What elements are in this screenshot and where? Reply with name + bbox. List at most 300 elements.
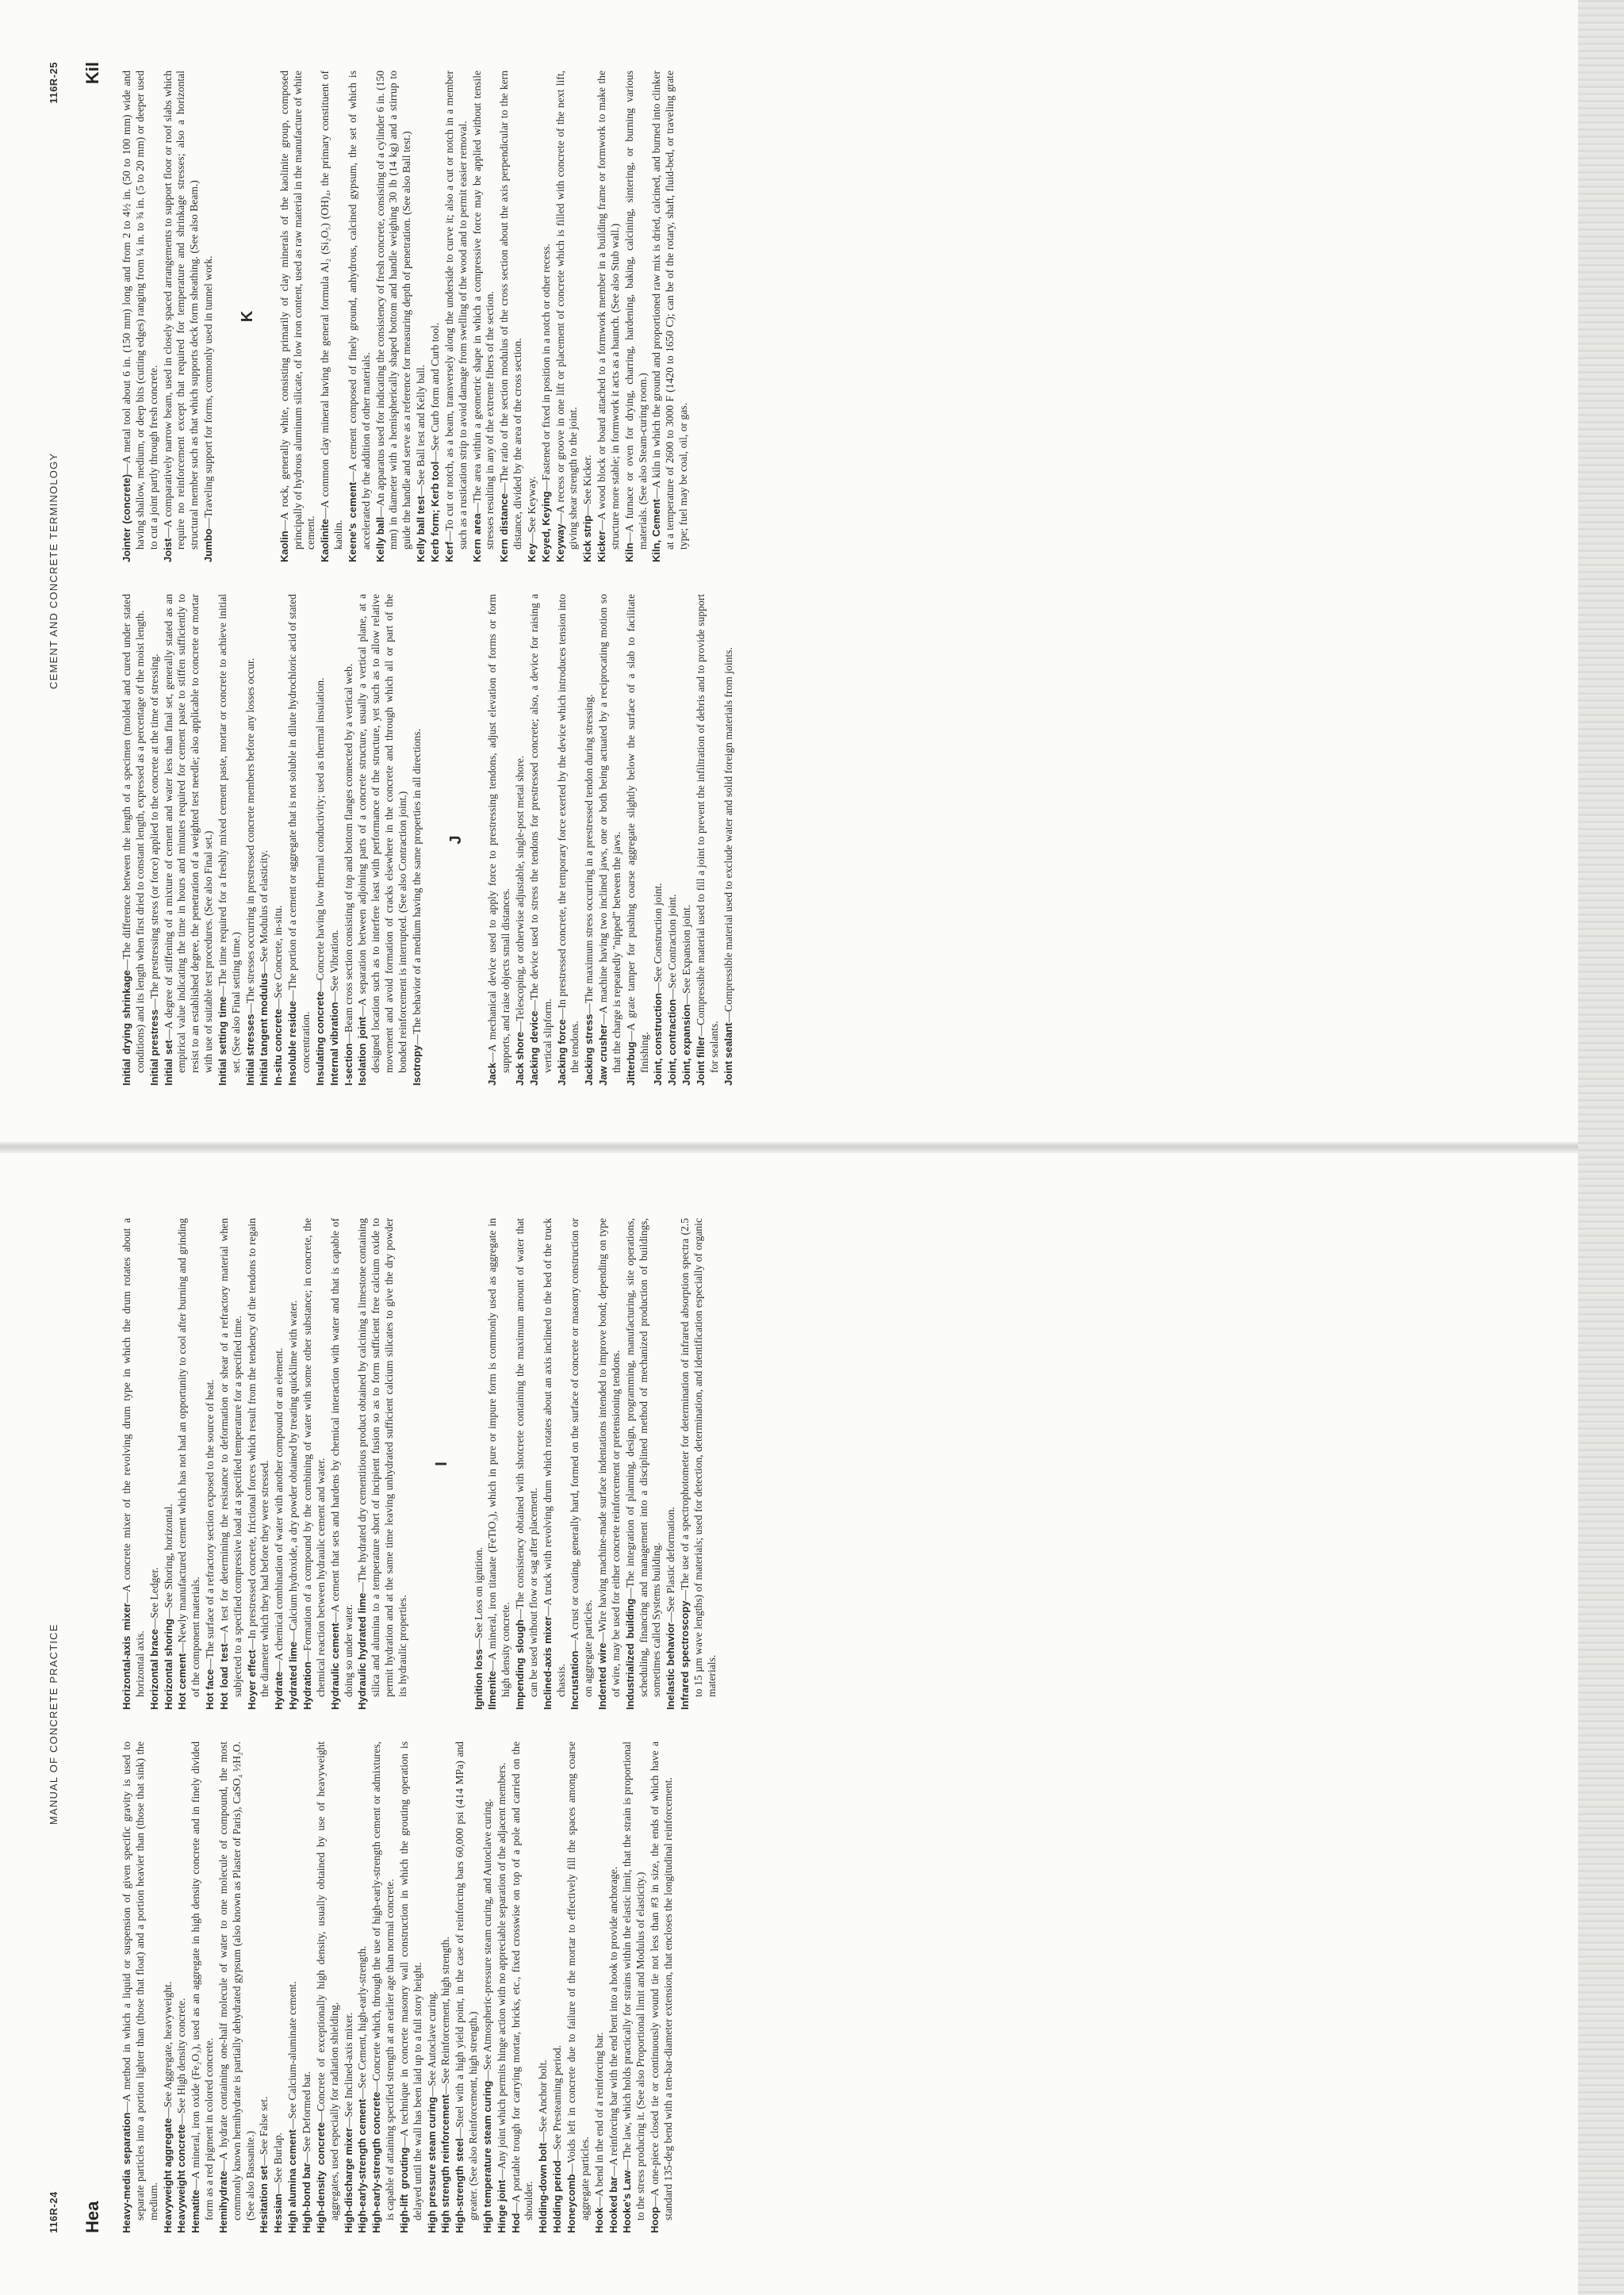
entry-dash: —: [121, 463, 132, 474]
entry-term: High-strength steel: [454, 2138, 466, 2233]
entry-term: Kicker: [596, 531, 608, 562]
entry-definition: A truck with revolving drum which rotates about an axis inclined to the bed of the truck chassis.: [541, 1218, 567, 1697]
entry-term: Hooked bar: [607, 2176, 619, 2233]
entry-definition: A concrete mixer of the revolving drum type in which the drum rotates about a horizontal axis.: [121, 1218, 146, 1697]
entry-term: High-density concrete: [314, 2122, 327, 2233]
entry-term: Hydraulic cement: [328, 1623, 341, 1710]
entry-definition: A reinforcing bar with the end bent into a hook to provide anchorage.: [607, 1866, 619, 2166]
glossary-entry: [356, 1741, 370, 2233]
glossary-entry: [597, 594, 624, 1086]
entry-dash: —: [278, 519, 290, 531]
entry-dash: —: [356, 2088, 369, 2099]
entry-dash: —: [498, 482, 511, 493]
entry-term: Inclined-axis mixer: [541, 1616, 553, 1710]
entry-term: High-discharge mixer: [342, 2128, 354, 2233]
entry-dash: —: [216, 2159, 229, 2171]
glossary-entry: [286, 1741, 300, 2233]
entry-definition: See Ledger.: [147, 1567, 160, 1619]
glossary-entry: [625, 594, 652, 1086]
entry-term: Initial setting time: [216, 996, 228, 1086]
entry-dash: —: [313, 980, 326, 991]
entry-definition: The behavior of a medium having the same properties in all directions.: [410, 729, 423, 1035]
entry-definition: A technique in concrete masonry wall construction in which the grouting operation is delayed until the wall has been laid up to a full story height.: [397, 1741, 423, 2220]
glossary-entry: [328, 594, 342, 1086]
entry-definition: See Shoring, horizontal.: [162, 1504, 174, 1608]
entry-definition: Any joint which permits hinge action with no appreciable separation of the adjacent members.: [495, 1762, 508, 2170]
entry-dash: —: [121, 2102, 132, 2113]
entry-definition: See Atmospheric-pressure steam curing, and Autoclave curing.: [481, 1799, 493, 2071]
entry-definition: See Ball test and Kelly ball.: [415, 364, 427, 485]
entry-definition: The law, which holds practically for strains within the elastic limit, that the strain is proportional to the stress producing it. (See also Proportional limit and Modulus of elasticity.): [621, 1741, 647, 2220]
entry-term: Hesitation set: [258, 2165, 270, 2233]
entry-dash: —: [328, 1611, 341, 1623]
entry-term: Kelly ball: [373, 516, 386, 562]
glossary-entry: [429, 71, 442, 562]
entry-dash: —: [273, 1660, 285, 1672]
entry-term: Jack: [486, 1063, 499, 1086]
entry-definition: See Burlap.: [272, 2132, 285, 2183]
glossary-entry: [526, 71, 539, 562]
glossary-entry: [665, 1218, 678, 1710]
entry-term: Keyed, Keying: [539, 491, 552, 562]
glossary-entry: [649, 1741, 676, 2233]
glossary-entry: [301, 1741, 314, 2233]
entry-term: Jumbo: [202, 528, 215, 562]
entry-definition: Newly manufactured cement which has not had an opportunity to cool after burning and grinding of the component materials.: [176, 1218, 202, 1697]
entry-definition: Compressible material used to exclude water and solid foreign materials from joints.: [722, 647, 734, 1012]
glossary-entry: [454, 1741, 481, 2233]
section-letter: I: [432, 1462, 450, 1466]
entry-definition: A crust or coating, generally hard, formed on the surface of concrete or masonry construction or on aggregate particles.: [569, 1218, 595, 1697]
entry-term: Indented wire: [596, 1642, 609, 1710]
entry-term: Joint sealant: [722, 1022, 734, 1086]
entry-dash: —: [202, 517, 215, 529]
glossary-entry: [569, 1218, 596, 1710]
entry-definition: A bend in the end of a reinforcing bar.: [592, 2032, 605, 2197]
entry-definition: See Cement, high-early-strength.: [356, 1945, 369, 2089]
entry-term: Hydrated lime: [287, 1642, 300, 1710]
entry-definition: The use of a spectrophotometer for determination of infrared absorption spectra (2.5 to 15 µm wave lengths) of materials; used for detection, determination, and identification especially of organic materials.: [679, 1218, 718, 1697]
entry-term: Jacking force: [555, 1019, 568, 1086]
glossary-entry: [121, 594, 147, 1086]
entry-definition: See Modulus of elasticity.: [258, 850, 270, 963]
glossary-entry: [162, 71, 202, 562]
entry-definition: See Expansion joint.: [680, 904, 693, 994]
entry-dash: —: [551, 2149, 564, 2161]
entry-dash: —: [342, 1032, 354, 1044]
entry-definition: A test for determining the resistance to deformation or shear of a refractory material when subjected to a specified compressive load at a specified temperature for a specified time.: [217, 1218, 243, 1697]
entry-definition: See Inclined-axis mixer.: [342, 2012, 354, 2117]
entry-dash: —: [370, 2081, 383, 2092]
entry-dash: —: [527, 1000, 540, 1011]
glossary-entry: [415, 71, 428, 562]
entry-definition: See Reinforcement, high strength.: [439, 1937, 452, 2084]
entry-definition: Calcium hydroxide, a dry powder obtained by treating quicklime with water.: [287, 1300, 300, 1631]
entry-term: Initial set: [162, 1040, 174, 1086]
glossary-entry: [471, 71, 498, 562]
left-page-number: 116R-24: [48, 2191, 59, 2233]
entry-dash: —: [555, 1008, 568, 1020]
entry-definition: See High density concrete.: [175, 1998, 188, 2114]
entry-dash: —: [454, 2127, 466, 2139]
entry-definition: A method in which a liquid or suspension of given specific gravity is used to separate particles into a portion lighter than (those that float) and a portion heavier than (those that sink) the medium.: [121, 1741, 159, 2220]
left-column-2: [121, 1218, 720, 1710]
glossary-entry: [217, 1741, 258, 2233]
entry-term: Hinge joint: [495, 2179, 508, 2233]
left-page: [0, 1148, 1624, 2295]
entry-definition: A chemical combination of water with another compound or an element.: [273, 1347, 285, 1661]
entry-definition: A mineral, iron oxide (Fe₂O₃), used as an aggregate in high density concrete and in finely divided form as a red pigment in colored concrete.: [190, 1741, 216, 2220]
glossary-entry: [202, 71, 216, 562]
glossary-entry: [621, 1741, 648, 2233]
entry-dash: —: [287, 1630, 300, 1642]
entry-definition: See Autoclave curing.: [425, 1990, 438, 2086]
glossary-entry: [443, 71, 470, 562]
glossary-entry: [343, 594, 356, 1086]
entry-definition: The stresses occurring in prestressed concrete members before any losses occur.: [243, 657, 256, 1004]
entry-term: Heavyweight concrete: [175, 2124, 188, 2233]
entry-definition: A rock, generally white, consisting primarily of clay minerals of the kaolinite group, composed principally of hydrous aluminum silicate, of low iron content, used as raw material in the manufacture of white cement.: [278, 71, 317, 550]
entry-definition: A grate tamper for pushing coarse aggregate slightly below the surface of a slab to facilitate finishing.: [624, 594, 650, 1073]
entry-definition: In prestressed concrete, the temporary force exerted by the device which introduces tension into the tendons.: [555, 594, 581, 1073]
glossary-entry: [162, 1741, 175, 2233]
entry-dash: —: [301, 1650, 313, 1662]
entry-definition: The prestressing stress (or force) applied to the concrete at the time of stressing.: [147, 653, 160, 999]
entry-dash: —: [553, 512, 566, 524]
glossary-entry: [398, 1741, 425, 2233]
glossary-entry: [121, 1218, 147, 1710]
entry-term: Heavyweight aggregate: [161, 2117, 174, 2233]
entry-term: Insoluble residue: [286, 1001, 299, 1086]
glossary-entry: [314, 594, 327, 1086]
right-guide-word: Kil: [82, 62, 102, 85]
entry-term: Kiln, Cement: [650, 499, 663, 562]
entry-definition: An apparatus used for indicating the consistency of fresh concrete, consisting of a cylinder 6 in. (150 mm) in diameter with a hemispherically shaped bottom and handle weighing 30 lb (14 kg) and a stirrup to guide the handle and serve as a reference for measuring depth of penetration. (See also Ball test.): [373, 70, 413, 550]
glossary-entry: [486, 594, 513, 1086]
glossary-entry: [258, 1741, 271, 2233]
entry-term: Kerf: [442, 541, 455, 562]
glossary-entry: [473, 1218, 486, 1710]
glossary-entry: [286, 594, 313, 1086]
entry-term: Hemihydrate: [216, 2170, 229, 2233]
entry-dash: —: [470, 502, 483, 514]
glossary-entry: [258, 594, 271, 1086]
entry-dash: —: [147, 998, 160, 1010]
entry-dash: —: [486, 1052, 499, 1063]
entry-dash: —: [272, 998, 285, 1010]
entry-dash: —: [373, 506, 386, 517]
entry-term: Hessian: [272, 2193, 285, 2233]
glossary-entry: [426, 1741, 439, 2233]
entry-term: Infrared spectroscopy: [679, 1600, 691, 1710]
entry-dash: —: [342, 2117, 354, 2128]
entry-definition: A cement composed of finely ground, anhydrous, calcined gypsum, the set of which is accelerated by the addition of other materials.: [346, 71, 372, 550]
entry-term: High-early-strength concrete: [370, 2091, 383, 2233]
glossary-entry: [411, 594, 424, 1086]
glossary-entry: [356, 1218, 409, 1710]
entry-dash: —: [679, 1589, 691, 1601]
entry-definition: Concrete having low thermal conductivity; used as thermal insulation.: [313, 677, 326, 981]
entry-term: Inelastic behavior: [665, 1623, 677, 1710]
entry-definition: The hydrated dry cementitious product obtained by calcining a limestone containing silica and alumina to a temperature short of incipient fusion so as to form sufficient free calcium oxide to permit hydration and at the same time leaving unhydrated sufficient calcium silicates to give the dry powder its hydraulic properties.: [356, 1218, 408, 1697]
entry-definition: A recess or groove in one lift or placement of concrete which is filled with concrete of the next lift, giving shear strength to the joint.: [553, 71, 580, 550]
glossary-entry: [273, 1218, 286, 1710]
entry-definition: A separation between adjoining parts of a concrete structure, usually a vertical plane, at a designed location such as to interfere least with performance of the structure, yet such as to allow relative movement and avoid formation of cracks elsewhere in the concrete and through which all or part of the bonded reinforcement is interrupted. (See also Contraction joint.): [356, 594, 408, 1073]
entry-dash: —: [121, 1592, 132, 1603]
entry-definition: In prestressed concrete, frictional forces which result from the tendency of the tendons to regain the diameter which they had before they were stressed.: [245, 1218, 271, 1697]
glossary-entry: [272, 1741, 285, 2233]
entry-definition: See Keyway.: [525, 476, 538, 533]
entry-definition: Formation of a compound by the combining of water with some other substance; in concrete, the chemical reaction between hydraulic cement and water.: [301, 1218, 327, 1697]
entry-dash: —: [397, 2136, 410, 2147]
entry-dash: —: [583, 1003, 596, 1014]
entry-definition: A comparatively narrow beam, used in closely spaced arrangements to support floor or roof slabs which require no reinforcement except that required for temperature and shrinkage stresses; also a horizontal structural member such as that which supports deck form sheathing. (See also Beam.): [161, 71, 201, 550]
entry-dash: —: [680, 993, 693, 1005]
glossary-entry: [624, 1218, 665, 1710]
entry-definition: A cement that sets and hardens by chemical interaction with water and that is capable of doing so under water.: [328, 1218, 354, 1697]
entry-dash: —: [425, 2086, 438, 2098]
entry-definition: A furnace or oven for drying, charring, hardening, baking, calcining, sintering, or burning various materials. (See also Steam-curing room.): [622, 71, 649, 550]
entry-definition: Beam cross section consisting of top and bottom flanges connected by a vertical web.: [342, 663, 354, 1033]
glossary-entry: [356, 594, 409, 1086]
entry-dash: —: [216, 985, 228, 997]
entry-dash: —: [243, 1003, 256, 1014]
entry-definition: See Loss on ignition.: [472, 1547, 485, 1638]
entry-definition: See Vibration.: [327, 929, 340, 991]
entry-dash: —: [204, 1658, 216, 1669]
right-page-header: [48, 62, 71, 1086]
entry-term: Impending slough: [514, 1619, 527, 1710]
entry-term: Joint, contraction: [666, 998, 679, 1086]
entry-dash: —: [161, 2107, 174, 2118]
entry-definition: The integration of planning, design, programming, manufacturing, site operations, scheduling, financing and management into a disciplined method of mechanized production of buildings, sometimes called Systems building.: [623, 1218, 663, 1697]
entry-definition: To cut or notch, as a beam, transversely along the underside to curve it; also a cut or notch in a member such as a rustication strip to avoid damage from swelling of the wood and to permit easier removal.: [442, 71, 469, 550]
glossary-entry: [514, 594, 527, 1086]
glossary-entry: [556, 594, 583, 1086]
entry-term: Hoyer effect: [245, 1649, 258, 1710]
entry-dash: —: [121, 959, 132, 971]
entry-term: Horizontal shoring: [162, 1619, 174, 1710]
glossary-entry: [528, 594, 555, 1086]
entry-dash: —: [537, 2132, 550, 2143]
entry-term: Hooke's Law: [621, 2170, 634, 2233]
entry-term: Initial prestress: [147, 1009, 160, 1086]
glossary-entry: [540, 71, 553, 562]
glossary-entry: [722, 594, 736, 1086]
left-page-header: [48, 1209, 71, 2233]
glossary-entry: [498, 71, 525, 562]
right-column-1: [121, 594, 737, 1086]
entry-dash: —: [621, 2159, 634, 2170]
entry-definition: A metal tool about 6 in. (150 mm) long and from 2 to 4½ in. (50 to 100 mm) wide and having shallow, medium, or deep bits (cutting edges) ranging from ¼ in. to ¾ in. (5 to 20 mm) or deeper used to cut a joint partly through fresh concrete.: [121, 71, 159, 550]
entry-term: Keyway: [553, 523, 566, 562]
entry-definition: Steel with a high yield point, in the case of reinforcing bars 60,000 psi (414 MPa) and greater. (See also Reinforcement, high strength.): [454, 1741, 480, 2220]
entry-dash: —: [623, 1588, 636, 1599]
entry-dash: —: [722, 1011, 734, 1023]
entry-dash: —: [162, 1607, 174, 1619]
entry-term: High temperature steam curing: [481, 2080, 493, 2233]
entry-dash: —: [319, 508, 331, 519]
glossary-entry: [218, 1218, 245, 1710]
entry-term: Internal vibration: [327, 1002, 340, 1086]
entry-term: Horizontal brace: [147, 1629, 160, 1710]
entry-term: Isolation joint: [356, 1017, 369, 1086]
glossary-entry: [163, 594, 216, 1086]
glossary-entry: [370, 1741, 397, 2233]
scanner-edge-band: [1578, 0, 1624, 2295]
entry-term: Incrustation: [569, 1650, 581, 1710]
glossary-entry: [542, 1218, 569, 1710]
entry-dash: —: [695, 1025, 707, 1036]
entry-dash: —: [652, 982, 665, 993]
glossary-entry: [287, 1218, 301, 1710]
entry-dash: —: [481, 2070, 493, 2081]
entry-dash: —: [258, 2155, 270, 2166]
entry-term: Hydration: [301, 1661, 313, 1710]
entry-term: Hydrate: [273, 1671, 285, 1710]
entry-term: Kelly ball test: [415, 496, 427, 562]
entry-term: Jitterbug: [624, 1041, 637, 1086]
section-letter: K: [238, 310, 256, 323]
entry-definition: Concrete which, through the use of high-early-strength cement or admixtures, is capable of attaining specified strength at an earlier age than normal concrete.: [370, 1741, 396, 2220]
glossary-entry: [486, 1218, 513, 1710]
entry-definition: A hydrate containing one-half molecule of water to one molecule of compound, the most commonly known hemihydrate is partially dehydrated gypsum (also known as Plaster of Paris), CaSO₄ ½H₂O. (See also Bassanite.): [216, 1741, 256, 2220]
entry-dash: —: [300, 2151, 312, 2163]
glossary-entry: [439, 1741, 453, 2233]
entry-term: Initial stresses: [243, 1013, 256, 1086]
entry-definition: Telescoping, or otherwise adjustable, single-post metal shore.: [514, 755, 527, 1021]
entry-term: Hematite: [190, 2190, 202, 2233]
entry-term: Jacking stress: [583, 1013, 596, 1086]
right-columns: [121, 62, 737, 1086]
glossary-entry: [347, 71, 373, 562]
entry-dash: —: [245, 1638, 258, 1650]
left-guide-word: Hea: [82, 2201, 102, 2233]
entry-definition: A mechanical device used to apply force to prestressing tendons, adjust elevation of forms or form supports, and raise objects small distances.: [486, 594, 512, 1073]
entry-term: Insulating concrete: [313, 990, 326, 1086]
glossary-entry: [190, 1741, 216, 2233]
glossary-entry: [272, 594, 285, 1086]
entry-dash: —: [314, 2111, 327, 2123]
entry-definition: See Deformed bar.: [300, 2071, 312, 2152]
entry-term: Kern distance: [498, 492, 511, 562]
entry-term: High pressure steam curing: [425, 2097, 438, 2233]
entry-term: Key: [525, 543, 538, 562]
entry-dash: —: [472, 1638, 485, 1649]
glossary-entry: [246, 1218, 273, 1710]
entry-term: Kern area: [470, 513, 483, 562]
entry-definition: The portion of a cement or aggregate that is not soluble in dilute hydrochloric acid of stated concentration.: [286, 594, 312, 1073]
entry-term: Kick strip: [581, 515, 594, 562]
entry-definition: A one-piece closed tie or continuously wound tie not less than #3 in size, the ends of which have a standard 135-deg bend with a ten-bar-diameter extension, that encloses the longitudinal reinforcement.: [649, 1741, 674, 2220]
entry-dash: —: [665, 1611, 677, 1623]
entry-definition: See Presteaming period.: [551, 2044, 564, 2150]
entry-term: Jack shore: [514, 1032, 527, 1086]
entry-definition: Compressible material used to fill a joint to prevent the infiltration of debris and to provide support for sealants.: [695, 593, 720, 1073]
entry-term: Ilmenite: [486, 1670, 499, 1710]
entry-dash: —: [258, 962, 270, 973]
entry-term: Kerb form; Kerb tool: [428, 461, 441, 562]
right-page-number: 116R-25: [48, 62, 59, 104]
glossary-entry: [537, 1741, 550, 2233]
entry-definition: See Calcium-aluminate cement.: [286, 1981, 299, 2119]
glossary-entry: [163, 1218, 176, 1710]
entry-dash: —: [569, 1640, 581, 1651]
entry-definition: See Anchor bolt.: [537, 2059, 550, 2132]
entry-dash: —: [162, 1029, 174, 1040]
entry-term: High-lift grouting: [397, 2147, 410, 2233]
entry-term: Honeycomb: [565, 2174, 577, 2233]
entry-term: Keene's cement: [346, 481, 358, 562]
entry-term: Kaolin: [278, 531, 290, 562]
entry-term: Initial drying shrinkage: [121, 970, 132, 1086]
entry-definition: The device used to stress the tendons for prestressed concrete; also, a device for raising a vertical slipform.: [527, 594, 553, 1073]
entry-definition: The time required for a freshly mixed cement paste, mortar or concrete to achieve initial set. (See also Final setting time.): [216, 593, 242, 1073]
entry-definition: A mineral, iron titanate (FeTiO₃), which in pure or impure form is commonly used as aggregate in high density concrete.: [486, 1218, 512, 1697]
entry-dash: —: [442, 531, 455, 542]
glossary-entry: [175, 1741, 189, 2233]
entry-definition: See Construction joint.: [652, 883, 665, 983]
entry-dash: —: [624, 1030, 637, 1042]
entry-dash: —: [176, 1642, 189, 1653]
glossary-entry: [374, 71, 415, 562]
glossary-entry: [650, 71, 691, 562]
glossary-entry: [319, 71, 346, 562]
glossary-entry: [244, 594, 258, 1086]
entry-term: Ignition loss: [472, 1649, 485, 1710]
entry-dash: —: [356, 1581, 369, 1593]
entry-dash: —: [622, 531, 635, 543]
glossary-entry: [666, 594, 680, 1086]
entry-dash: —: [486, 1660, 499, 1671]
entry-dash: —: [439, 2083, 452, 2095]
glossary-entry: [510, 1741, 537, 2233]
glossary-entry: [216, 594, 243, 1086]
glossary-entry: [148, 1218, 162, 1710]
entry-term: Isotropy: [410, 1044, 423, 1086]
glossary-entry: [121, 1741, 161, 2233]
entry-definition: See Kicker.: [581, 454, 594, 505]
entry-dash: —: [175, 2113, 188, 2125]
right-running-title: CEMENT AND CONCRETE TERMINOLOGY: [48, 452, 59, 689]
entry-dash: —: [596, 1631, 609, 1643]
entry-term: Joint filler: [695, 1036, 707, 1086]
entry-definition: See Aggregate, heavyweight.: [161, 1981, 174, 2108]
entry-definition: A degree of stiffening of a mixture of cement and water less than final set, generally stated as an empirical value indicating the time in hours and minutes required for cement paste to stiffen sufficiently to resist to an established degree, the penetration of a weighted test needle; also applicable to concrete or mortar with use of suitable test procedures. (See also Final set.): [162, 594, 215, 1073]
glossary-entry: [514, 1218, 541, 1710]
entry-term: Joint, expansion: [680, 1004, 693, 1086]
glossary-entry: [679, 1218, 719, 1710]
entry-dash: —: [525, 532, 538, 544]
entry-definition: The difference between the length of a specimen (molded and cured under stated conditions) and its length when first dried to constant length, expressed as a percentage of the moist length.: [121, 594, 146, 1073]
entry-definition: The consistency obtained with shotcrete containing the maximum amount of water that can be used without flow or sag after placement.: [514, 1217, 539, 1697]
entry-definition: A common clay mineral having the general formula Al₂ (Si₂O₅) (OH)₄, the primary constituent of kaolin.: [319, 71, 345, 550]
entry-dash: —: [495, 2169, 508, 2180]
entry-definition: Voids left in concrete due to failure of the mortar to effectively fill the spaces among coarse aggregate particles.: [565, 1741, 591, 2220]
entry-term: Joist: [161, 538, 174, 562]
entry-term: Hot cement: [176, 1653, 189, 1710]
entry-term: High-early-strength cement: [356, 2098, 369, 2233]
entry-dash: —: [346, 471, 358, 482]
entry-term: Hydraulic hydrated lime: [356, 1592, 369, 1710]
entry-definition: The surface of a refractory section exposed to the source of heat.: [204, 1379, 216, 1659]
glossary-entry: [695, 594, 722, 1086]
entry-dash: —: [514, 1021, 527, 1033]
entry-dash: —: [272, 2182, 285, 2194]
entry-definition: The maximum stress occurring in a prestressed tendon during stressing.: [583, 694, 596, 1004]
entry-term: Jointer (concrete): [121, 473, 132, 562]
entry-term: Jaw crusher: [597, 1024, 610, 1086]
